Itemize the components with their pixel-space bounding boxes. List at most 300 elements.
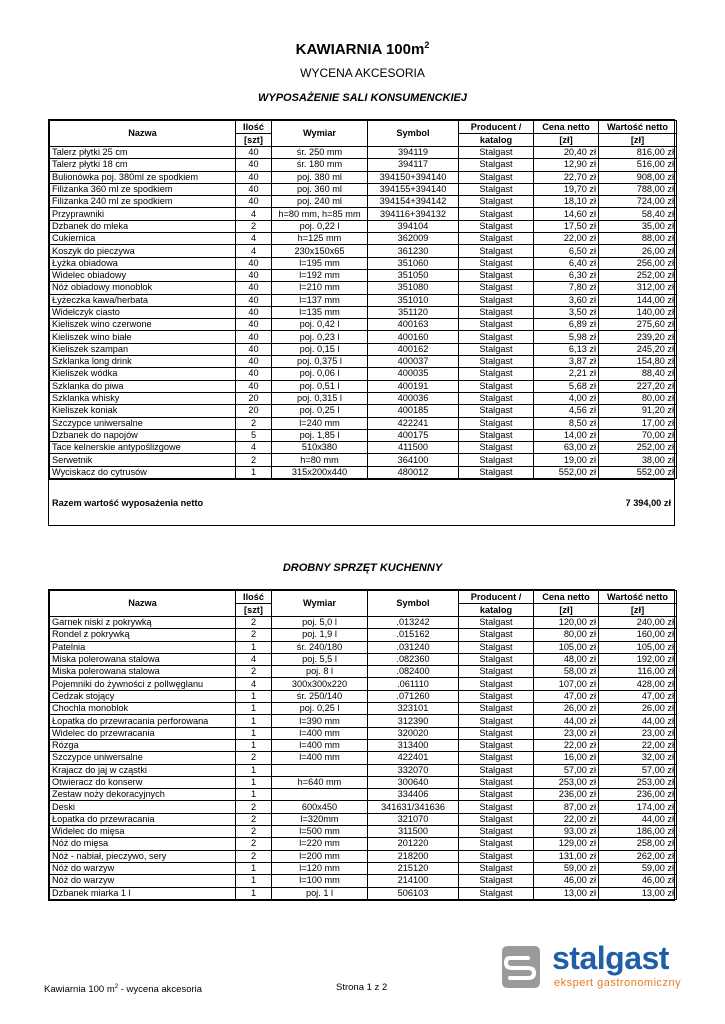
- item-value: 227,20 zł: [599, 380, 677, 392]
- item-price: 3,60 zł: [534, 294, 599, 306]
- col-header-dim: Wymiar: [272, 591, 368, 617]
- item-qty: 2: [236, 617, 272, 629]
- item-name: Serwetnik: [50, 454, 236, 466]
- item-name: Widelec do przewracania: [50, 727, 236, 739]
- item-price: 26,00 zł: [534, 703, 599, 715]
- item-price: 47,00 zł: [534, 690, 599, 702]
- table-row: [50, 220, 677, 232]
- table-row: [50, 417, 677, 429]
- item-dimension: l=220 mm: [272, 838, 368, 850]
- item-qty: 2: [236, 813, 272, 825]
- item-price: 46,00 zł: [534, 875, 599, 887]
- item-dimension: poj. 360 ml: [272, 183, 368, 195]
- table-header-row: [50, 591, 677, 604]
- item-value: 105,00 zł: [599, 641, 677, 653]
- item-name: Szklanka long drink: [50, 356, 236, 368]
- table-row: [50, 269, 677, 281]
- item-name: Rondel z pokrywką: [50, 629, 236, 641]
- item-dimension: l=210 mm: [272, 282, 368, 294]
- item-dimension: l=400 mm: [272, 739, 368, 751]
- item-value: 44,00 zł: [599, 813, 677, 825]
- item-dimension: h=640 mm: [272, 776, 368, 788]
- item-price: 58,00 zł: [534, 666, 599, 678]
- item-qty: 40: [236, 368, 272, 380]
- footer-page-number: Strona 1 z 2: [336, 982, 388, 993]
- table-row: [50, 380, 677, 392]
- item-name: Kieliszek wino białe: [50, 331, 236, 343]
- col-header-price-unit: [zł]: [534, 134, 599, 147]
- item-value: 32,00 zł: [599, 752, 677, 764]
- item-name: Dzbanek do napojów: [50, 429, 236, 441]
- item-value: 17,00 zł: [599, 417, 677, 429]
- stalgast-logo-icon: [496, 944, 546, 990]
- item-price: 22,00 zł: [534, 813, 599, 825]
- item-symbol: .031240: [368, 641, 459, 653]
- item-price: 6,13 zł: [534, 343, 599, 355]
- item-symbol: 411500: [368, 442, 459, 454]
- item-price: 6,50 zł: [534, 245, 599, 257]
- item-producer: Stalgast: [459, 331, 534, 343]
- item-value: 91,20 zł: [599, 405, 677, 417]
- item-value: 88,40 zł: [599, 368, 677, 380]
- logo-tagline: ekspert gastronomiczny: [554, 977, 682, 989]
- item-price: 44,00 zł: [534, 715, 599, 727]
- item-value: 252,00 zł: [599, 442, 677, 454]
- item-producer: Stalgast: [459, 233, 534, 245]
- item-qty: 4: [236, 653, 272, 665]
- item-symbol: 362009: [368, 233, 459, 245]
- item-dimension: poj. 8 l: [272, 666, 368, 678]
- item-dimension: poj. 0,315 l: [272, 392, 368, 404]
- col-header-value-unit: [zł]: [599, 134, 677, 147]
- col-header-symbol: Symbol: [368, 121, 459, 147]
- item-dimension: poj. 1,9 l: [272, 629, 368, 641]
- item-name: Pojemniki do żywności z polIwęglanu: [50, 678, 236, 690]
- item-symbol: 400191: [368, 380, 459, 392]
- item-value: 240,00 zł: [599, 617, 677, 629]
- item-producer: Stalgast: [459, 294, 534, 306]
- item-price: 107,00 zł: [534, 678, 599, 690]
- item-name: Nóż do mięsa: [50, 838, 236, 850]
- item-producer: Stalgast: [459, 147, 534, 159]
- item-dimension: l=192 mm: [272, 269, 368, 281]
- item-name: Przyprawniki: [50, 208, 236, 220]
- item-qty: 1: [236, 703, 272, 715]
- item-price: 5,98 zł: [534, 331, 599, 343]
- col-header-price: Cena netto: [534, 591, 599, 604]
- col-header-qty-unit: [szt]: [236, 134, 272, 147]
- item-qty: 40: [236, 282, 272, 294]
- item-qty: 40: [236, 147, 272, 159]
- item-qty: 40: [236, 356, 272, 368]
- item-name: Cukiernica: [50, 233, 236, 245]
- item-qty: 2: [236, 752, 272, 764]
- item-name: Zestaw noży dekoracyjnych: [50, 789, 236, 801]
- item-symbol: .082360: [368, 653, 459, 665]
- item-name: Kieliszek wódka: [50, 368, 236, 380]
- total-row: [49, 479, 674, 525]
- item-symbol: .013242: [368, 617, 459, 629]
- item-symbol: .082400: [368, 666, 459, 678]
- col-header-producer: Producent /: [459, 591, 534, 604]
- item-producer: Stalgast: [459, 417, 534, 429]
- col-header-producer-2: katalog: [459, 604, 534, 617]
- item-qty: 1: [236, 789, 272, 801]
- item-qty: 4: [236, 678, 272, 690]
- item-dimension: poj. 0,22 l: [272, 220, 368, 232]
- item-dimension: poj. 0,375 l: [272, 356, 368, 368]
- table-row: [50, 666, 677, 678]
- item-qty: 2: [236, 629, 272, 641]
- item-symbol: 400035: [368, 368, 459, 380]
- item-qty: 40: [236, 159, 272, 171]
- table-row: [50, 789, 677, 801]
- item-symbol: 351080: [368, 282, 459, 294]
- item-dimension: poj. 1 l: [272, 887, 368, 899]
- item-symbol: 215120: [368, 862, 459, 874]
- item-producer: Stalgast: [459, 454, 534, 466]
- item-name: Rózga: [50, 739, 236, 751]
- item-producer: Stalgast: [459, 171, 534, 183]
- item-producer: Stalgast: [459, 666, 534, 678]
- table-row: [50, 727, 677, 739]
- logo-wordmark: stalgast: [552, 940, 669, 976]
- col-header-producer-2: katalog: [459, 134, 534, 147]
- item-name: Widelczyk ciasto: [50, 306, 236, 318]
- item-qty: 40: [236, 331, 272, 343]
- item-price: 48,00 zł: [534, 653, 599, 665]
- item-symbol: 400163: [368, 319, 459, 331]
- item-producer: Stalgast: [459, 319, 534, 331]
- item-value: 154,80 zł: [599, 356, 677, 368]
- table-row: [50, 690, 677, 702]
- item-producer: Stalgast: [459, 429, 534, 441]
- item-value: 88,00 zł: [599, 233, 677, 245]
- dining-equipment-table: [48, 119, 675, 526]
- table-row: [50, 813, 677, 825]
- table-row: [50, 715, 677, 727]
- item-producer: Stalgast: [459, 629, 534, 641]
- col-header-qty: Ilość: [236, 591, 272, 604]
- table-row: [50, 392, 677, 404]
- item-producer: Stalgast: [459, 196, 534, 208]
- col-header-producer: Producent /: [459, 121, 534, 134]
- item-price: 59,00 zł: [534, 862, 599, 874]
- item-producer: Stalgast: [459, 875, 534, 887]
- item-value: 22,00 zł: [599, 739, 677, 751]
- item-name: Koszyk do pieczywa: [50, 245, 236, 257]
- table-row: [50, 233, 677, 245]
- item-qty: 1: [236, 727, 272, 739]
- item-producer: Stalgast: [459, 752, 534, 764]
- table-row: [50, 208, 677, 220]
- item-symbol: 313400: [368, 739, 459, 751]
- item-symbol: 351050: [368, 269, 459, 281]
- item-value: 239,20 zł: [599, 331, 677, 343]
- table-row: [50, 245, 677, 257]
- col-header-qty: Ilość: [236, 121, 272, 134]
- item-value: 35,00 zł: [599, 220, 677, 232]
- kitchen-equipment-table: [48, 589, 675, 901]
- item-qty: 4: [236, 245, 272, 257]
- item-dimension: poj. 240 ml: [272, 196, 368, 208]
- item-price: 131,00 zł: [534, 850, 599, 862]
- item-name: Miska polerowana stalowa: [50, 666, 236, 678]
- item-value: 23,00 zł: [599, 727, 677, 739]
- item-qty: 2: [236, 666, 272, 678]
- item-producer: Stalgast: [459, 801, 534, 813]
- item-name: Nóż do warzyw: [50, 875, 236, 887]
- item-price: 6,40 zł: [534, 257, 599, 269]
- item-price: 6,30 zł: [534, 269, 599, 281]
- item-producer: Stalgast: [459, 715, 534, 727]
- item-price: 22,70 zł: [534, 171, 599, 183]
- item-value: 26,00 zł: [599, 245, 677, 257]
- table-row: [50, 678, 677, 690]
- item-name: Filiżanka 360 ml ze spodkiem: [50, 183, 236, 195]
- item-symbol: 320020: [368, 727, 459, 739]
- item-producer: Stalgast: [459, 245, 534, 257]
- item-symbol: 214100: [368, 875, 459, 887]
- item-name: Kieliszek koniak: [50, 405, 236, 417]
- item-symbol: 422241: [368, 417, 459, 429]
- item-dimension: l=500 mm: [272, 826, 368, 838]
- item-dimension: poj. 0,23 l: [272, 331, 368, 343]
- item-qty: 2: [236, 220, 272, 232]
- item-qty: 40: [236, 306, 272, 318]
- page-subtitle: WYCENA AKCESORIA: [300, 66, 425, 80]
- item-price: 87,00 zł: [534, 801, 599, 813]
- item-dimension: poj. 1,85 l: [272, 429, 368, 441]
- item-producer: Stalgast: [459, 356, 534, 368]
- item-qty: 40: [236, 343, 272, 355]
- item-symbol: 300640: [368, 776, 459, 788]
- item-value: 144,00 zł: [599, 294, 677, 306]
- table-row: [50, 466, 677, 478]
- table-row: [50, 617, 677, 629]
- item-value: 245,20 zł: [599, 343, 677, 355]
- item-qty: 1: [236, 466, 272, 478]
- item-value: 252,00 zł: [599, 269, 677, 281]
- table-row: [50, 368, 677, 380]
- item-producer: Stalgast: [459, 690, 534, 702]
- item-symbol: 323101: [368, 703, 459, 715]
- item-producer: Stalgast: [459, 466, 534, 478]
- item-value: 724,00 zł: [599, 196, 677, 208]
- table-row: [50, 703, 677, 715]
- item-producer: Stalgast: [459, 813, 534, 825]
- item-name: Łyżeczka kawa/herbata: [50, 294, 236, 306]
- item-qty: 4: [236, 208, 272, 220]
- item-value: 275,60 zł: [599, 319, 677, 331]
- item-price: 16,00 zł: [534, 752, 599, 764]
- item-name: Widelec do mięsa: [50, 826, 236, 838]
- item-symbol: 400037: [368, 356, 459, 368]
- item-price: 552,00 zł: [534, 466, 599, 478]
- item-producer: Stalgast: [459, 850, 534, 862]
- item-symbol: 400036: [368, 392, 459, 404]
- item-value: 258,00 zł: [599, 838, 677, 850]
- item-name: Chochla monoblok: [50, 703, 236, 715]
- item-dimension: 600x450: [272, 801, 368, 813]
- item-price: 18,10 zł: [534, 196, 599, 208]
- col-header-symbol: Symbol: [368, 591, 459, 617]
- table-row: [50, 429, 677, 441]
- table-row: [50, 405, 677, 417]
- item-dimension: l=320mm: [272, 813, 368, 825]
- stalgast-logo: [496, 940, 686, 990]
- item-price: 2,21 zł: [534, 368, 599, 380]
- item-qty: 2: [236, 454, 272, 466]
- col-header-dim: Wymiar: [272, 121, 368, 147]
- item-qty: 40: [236, 183, 272, 195]
- col-header-price-unit: [zł]: [534, 604, 599, 617]
- item-value: 552,00 zł: [599, 466, 677, 478]
- item-price: 57,00 zł: [534, 764, 599, 776]
- item-name: Filiżanka 240 ml ze spodkiem: [50, 196, 236, 208]
- item-symbol: 506103: [368, 887, 459, 899]
- item-producer: Stalgast: [459, 641, 534, 653]
- item-producer: Stalgast: [459, 776, 534, 788]
- item-qty: 40: [236, 380, 272, 392]
- table-row: [50, 454, 677, 466]
- item-price: 6,89 zł: [534, 319, 599, 331]
- item-dimension: poj. 5,0 l: [272, 617, 368, 629]
- item-value: 38,00 zł: [599, 454, 677, 466]
- item-name: Szczypce uniwersalne: [50, 752, 236, 764]
- table-row: [50, 257, 677, 269]
- item-price: 3,50 zł: [534, 306, 599, 318]
- item-dimension: h=80 mm: [272, 454, 368, 466]
- item-qty: 4: [236, 233, 272, 245]
- item-qty: 1: [236, 641, 272, 653]
- item-dimension: l=400 mm: [272, 727, 368, 739]
- item-symbol: 400175: [368, 429, 459, 441]
- item-price: 19,00 zł: [534, 454, 599, 466]
- item-name: Nóż do warzyw: [50, 862, 236, 874]
- item-dimension: śr. 180 mm: [272, 159, 368, 171]
- item-symbol: 394119: [368, 147, 459, 159]
- item-qty: 4: [236, 442, 272, 454]
- item-producer: Stalgast: [459, 368, 534, 380]
- item-name: Talerz płytki 18 cm: [50, 159, 236, 171]
- item-symbol: 400185: [368, 405, 459, 417]
- item-value: 70,00 zł: [599, 429, 677, 441]
- item-name: Nóż obiadowy monoblok: [50, 282, 236, 294]
- section-title-kitchen: DROBNY SPRZĘT KUCHENNY: [282, 562, 443, 574]
- item-name: Miska polerowana stalowa: [50, 653, 236, 665]
- item-producer: Stalgast: [459, 208, 534, 220]
- item-symbol: 351120: [368, 306, 459, 318]
- item-producer: Stalgast: [459, 405, 534, 417]
- item-producer: Stalgast: [459, 183, 534, 195]
- item-value: 160,00 zł: [599, 629, 677, 641]
- table-row: [50, 356, 677, 368]
- item-symbol: 480012: [368, 466, 459, 478]
- item-price: 93,00 zł: [534, 826, 599, 838]
- table-row: [50, 294, 677, 306]
- item-price: 20,40 zł: [534, 147, 599, 159]
- item-value: 516,00 zł: [599, 159, 677, 171]
- item-value: 788,00 zł: [599, 183, 677, 195]
- item-name: Łopatka do przewracania: [50, 813, 236, 825]
- item-qty: 2: [236, 417, 272, 429]
- item-dimension: l=120 mm: [272, 862, 368, 874]
- table-row: [50, 739, 677, 751]
- item-producer: Stalgast: [459, 257, 534, 269]
- item-name: Tace kelnerskie antypoślizgowe: [50, 442, 236, 454]
- item-qty: 2: [236, 850, 272, 862]
- item-symbol: 332070: [368, 764, 459, 776]
- item-value: 26,00 zł: [599, 703, 677, 715]
- item-name: Talerz płytki 25 cm: [50, 147, 236, 159]
- item-value: 174,00 zł: [599, 801, 677, 813]
- item-dimension: l=135 mm: [272, 306, 368, 318]
- item-value: 116,00 zł: [599, 666, 677, 678]
- item-price: 63,00 zł: [534, 442, 599, 454]
- item-dimension: [272, 789, 368, 801]
- table-row: [50, 764, 677, 776]
- item-producer: Stalgast: [459, 282, 534, 294]
- item-price: 8,50 zł: [534, 417, 599, 429]
- item-qty: 40: [236, 319, 272, 331]
- item-dimension: 230x150x65: [272, 245, 368, 257]
- item-symbol: 334406: [368, 789, 459, 801]
- item-dimension: l=400 mm: [272, 752, 368, 764]
- item-qty: 40: [236, 257, 272, 269]
- item-qty: 1: [236, 715, 272, 727]
- col-header-value: Wartość netto: [599, 121, 677, 134]
- item-symbol: 400160: [368, 331, 459, 343]
- table-row: [50, 282, 677, 294]
- item-name: Szklanka whisky: [50, 392, 236, 404]
- table-row: [50, 442, 677, 454]
- table-row: [50, 887, 677, 899]
- item-name: Krajacz do jaj w cząstki: [50, 764, 236, 776]
- item-qty: 1: [236, 887, 272, 899]
- item-value: 140,00 zł: [599, 306, 677, 318]
- item-symbol: 201220: [368, 838, 459, 850]
- item-symbol: 361230: [368, 245, 459, 257]
- item-producer: Stalgast: [459, 653, 534, 665]
- item-qty: 1: [236, 739, 272, 751]
- item-producer: Stalgast: [459, 789, 534, 801]
- item-symbol: 364100: [368, 454, 459, 466]
- item-price: 105,00 zł: [534, 641, 599, 653]
- item-dimension: poj. 0,06 l: [272, 368, 368, 380]
- item-dimension: l=200 mm: [272, 850, 368, 862]
- item-price: 4,00 zł: [534, 392, 599, 404]
- item-dimension: poj. 0,25 l: [272, 703, 368, 715]
- item-name: Nóż - nabiał, pieczywo, sery: [50, 850, 236, 862]
- item-producer: Stalgast: [459, 826, 534, 838]
- item-symbol: 311500: [368, 826, 459, 838]
- item-producer: Stalgast: [459, 862, 534, 874]
- item-qty: 40: [236, 171, 272, 183]
- item-dimension: l=137 mm: [272, 294, 368, 306]
- table-header-row: [50, 121, 677, 134]
- item-value: 80,00 zł: [599, 392, 677, 404]
- table-row: [50, 331, 677, 343]
- item-price: 19,70 zł: [534, 183, 599, 195]
- item-price: 3,87 zł: [534, 356, 599, 368]
- item-symbol: 321070: [368, 813, 459, 825]
- item-dimension: poj. 5,5 l: [272, 653, 368, 665]
- item-dimension: [272, 764, 368, 776]
- item-price: 236,00 zł: [534, 789, 599, 801]
- item-producer: Stalgast: [459, 269, 534, 281]
- item-producer: Stalgast: [459, 343, 534, 355]
